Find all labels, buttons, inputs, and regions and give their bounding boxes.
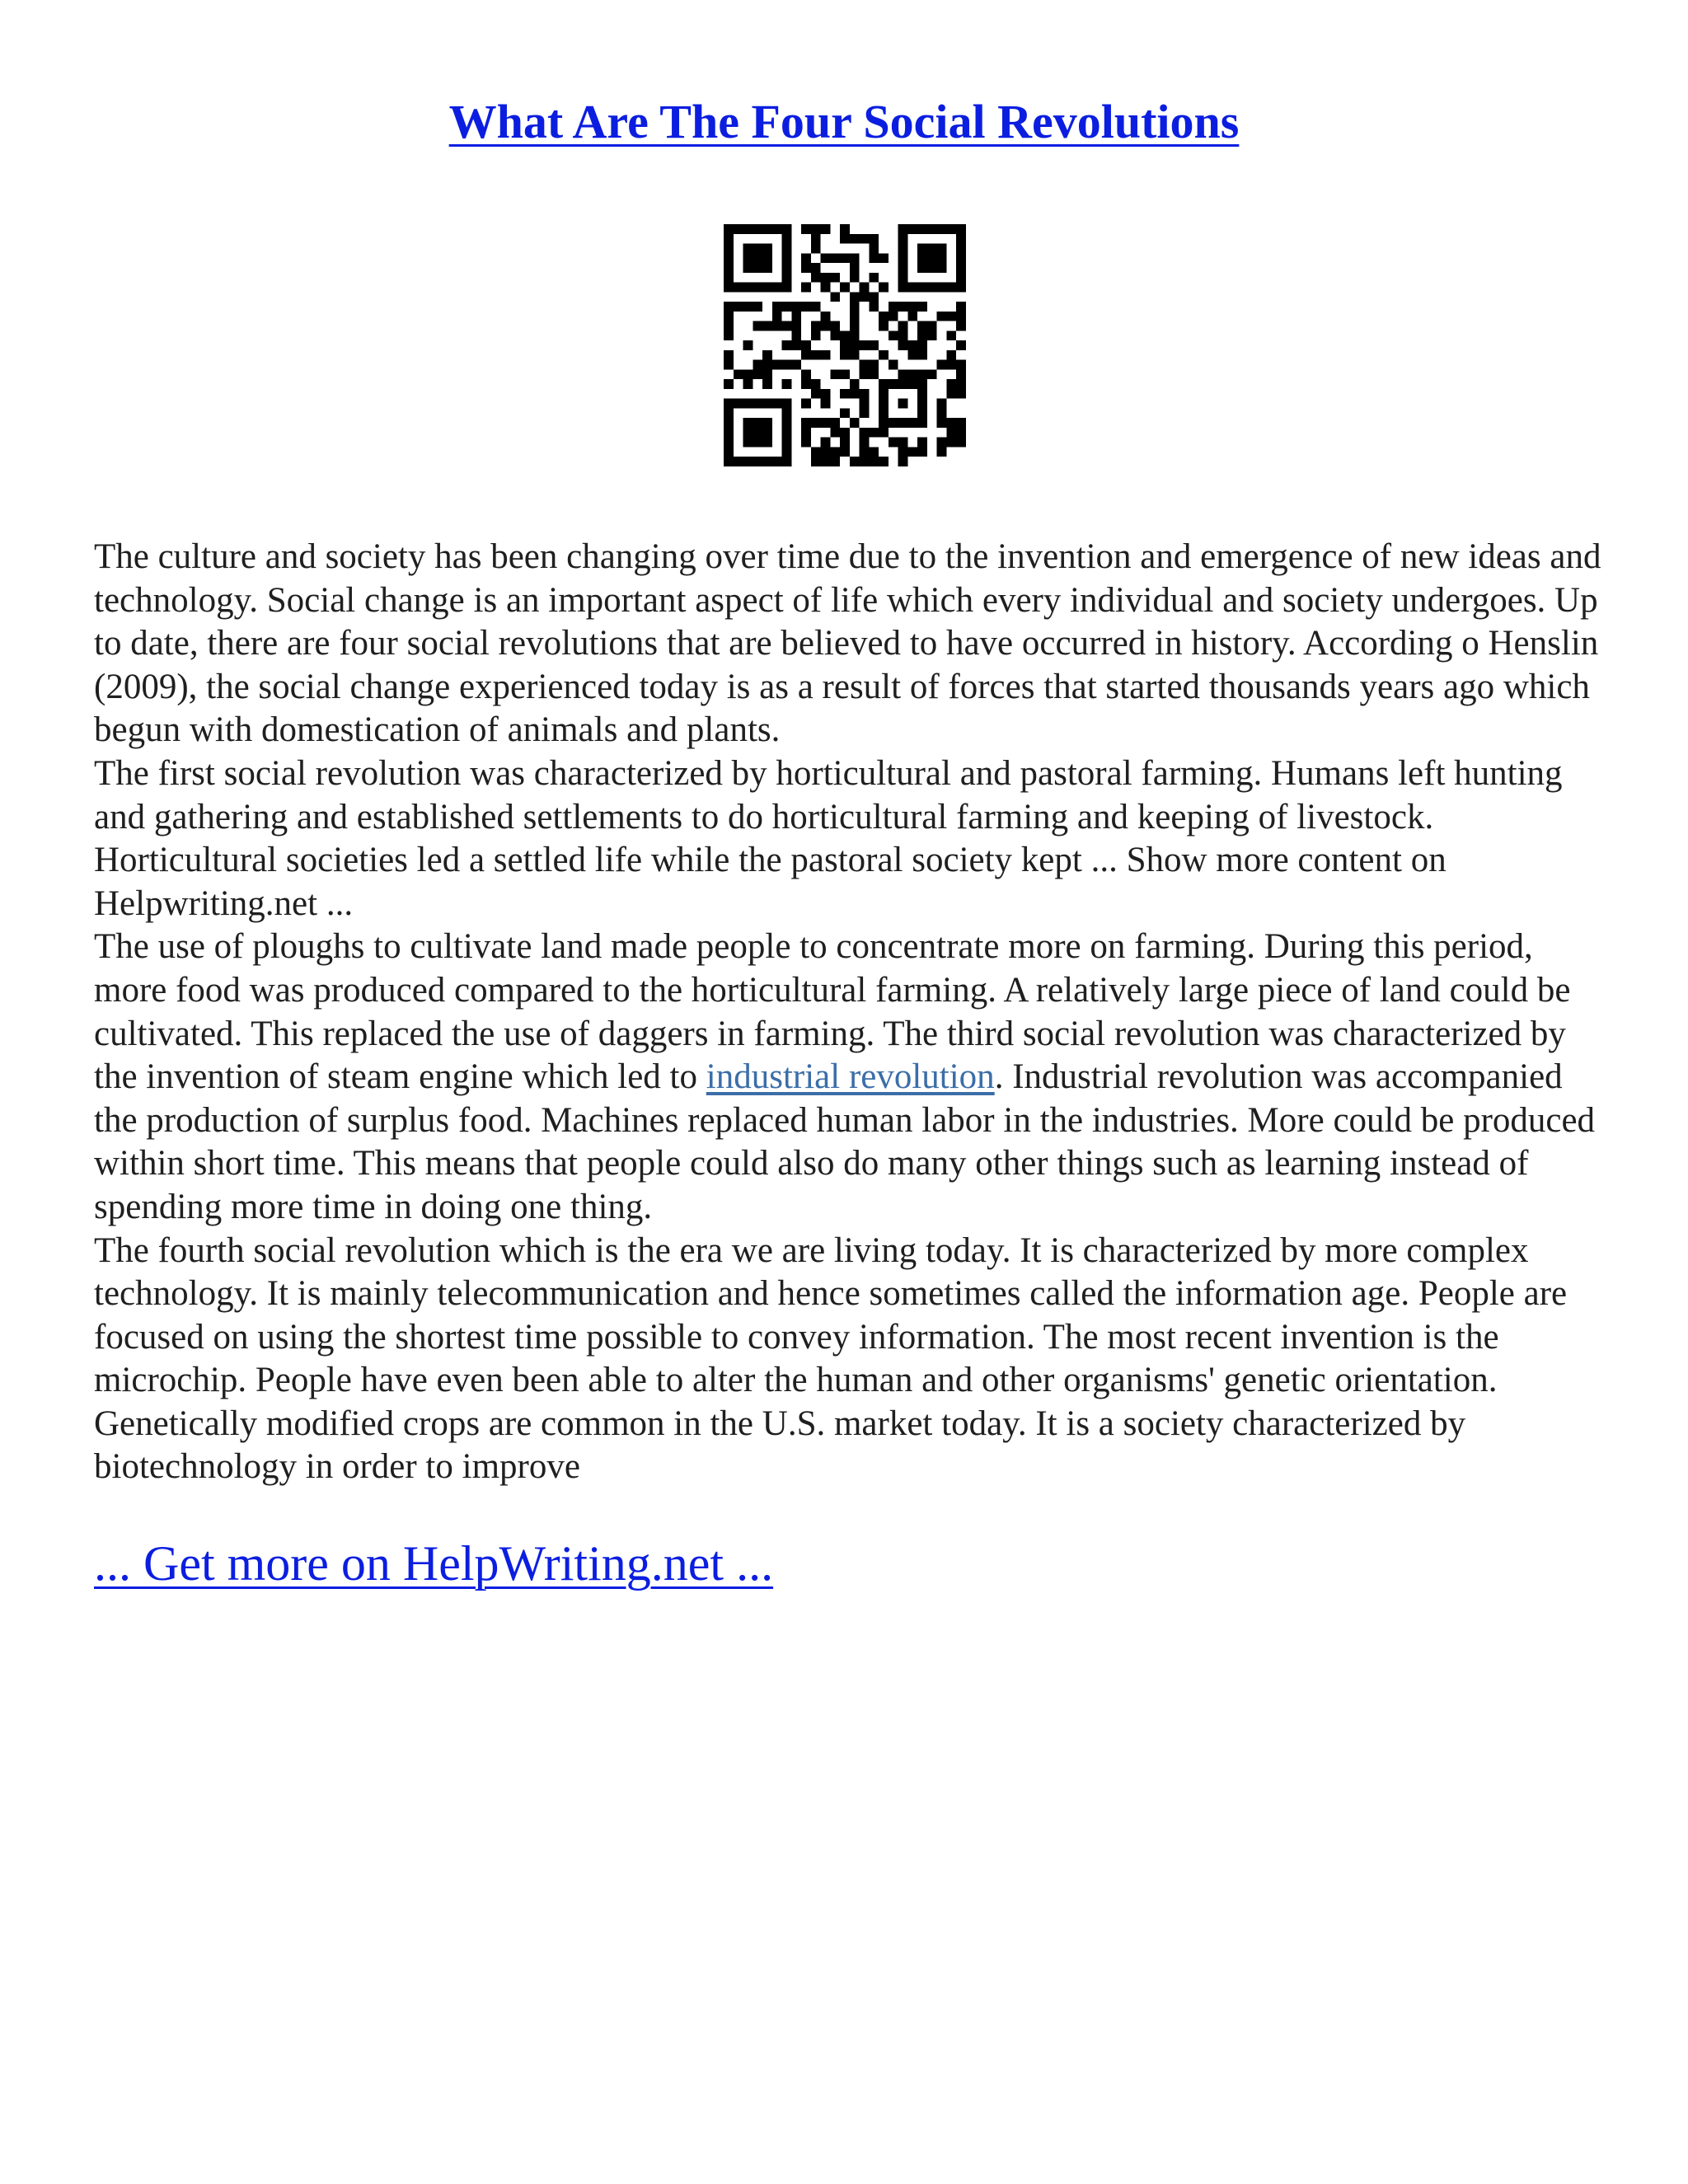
paragraph-third-after: . Industrial revolution was accompanied the production of surplus food. Machines replaced human labor in the industries. More could be produced within short time. This means that people could also do many other things such as learning instead of spending more time in doing one thing. [94,1057,1596,1226]
get-more-link[interactable]: ... Get more on HelpWriting.net ... [94,1536,774,1591]
paragraph-intro: The culture and society has been changing over time due to the invention and emergence of new ideas and technology. Social change is an important aspect of life which every individual and society undergoes. Up to date, there are four social revolutions that are believed to have occurred in history. According o Henslin (2009), the social change experienced today is as a result of forces that started thousands years ago which begun with domestication of animals and plants. [94,537,1601,750]
article-body [94,536,1602,1489]
industrial-revolution-link[interactable]: industrial revolution [706,1057,995,1097]
paragraph-third-revolution [94,926,1602,1229]
paragraph-first-revolution: The first social revolution was characterized by horticultural and pastoral farming. Humans left hunting and gathering and established settlements to do horticultural farming and keeping of livestock. Horticultural societies led a settled life while the pastoral society kept ... Show more content on Helpwriting.net ... [94,753,1563,923]
page-title[interactable] [0,89,1688,155]
title-link[interactable]: What Are The Four Social Revolutions [448,95,1240,148]
paragraph-fourth-revolution: The fourth social revolution which is the era we are living today. It is characterized by more complex technology. It is mainly telecommunication and hence sometimes called the information age. People are focused on using the shortest time possible to convey information. The most recent invention is the microchip. People have even been able to alter the human and other organisms' genetic orientation. Genetically modified crops are common in the U.S. market today. It is a society characterized by biotechnology in order to improve [94,1230,1568,1487]
qr-code-icon [724,224,966,466]
paragraph-third-before: The use of ploughs to cultivate land made people to concentrate more on farming. During this period, more food was produced compared to the horticultural farming. A relatively large piece of land could be cultivated. This replaced the use of daggers in farming. The third social revolution was characterized by the invention of steam engine which led to [94,927,1571,1097]
